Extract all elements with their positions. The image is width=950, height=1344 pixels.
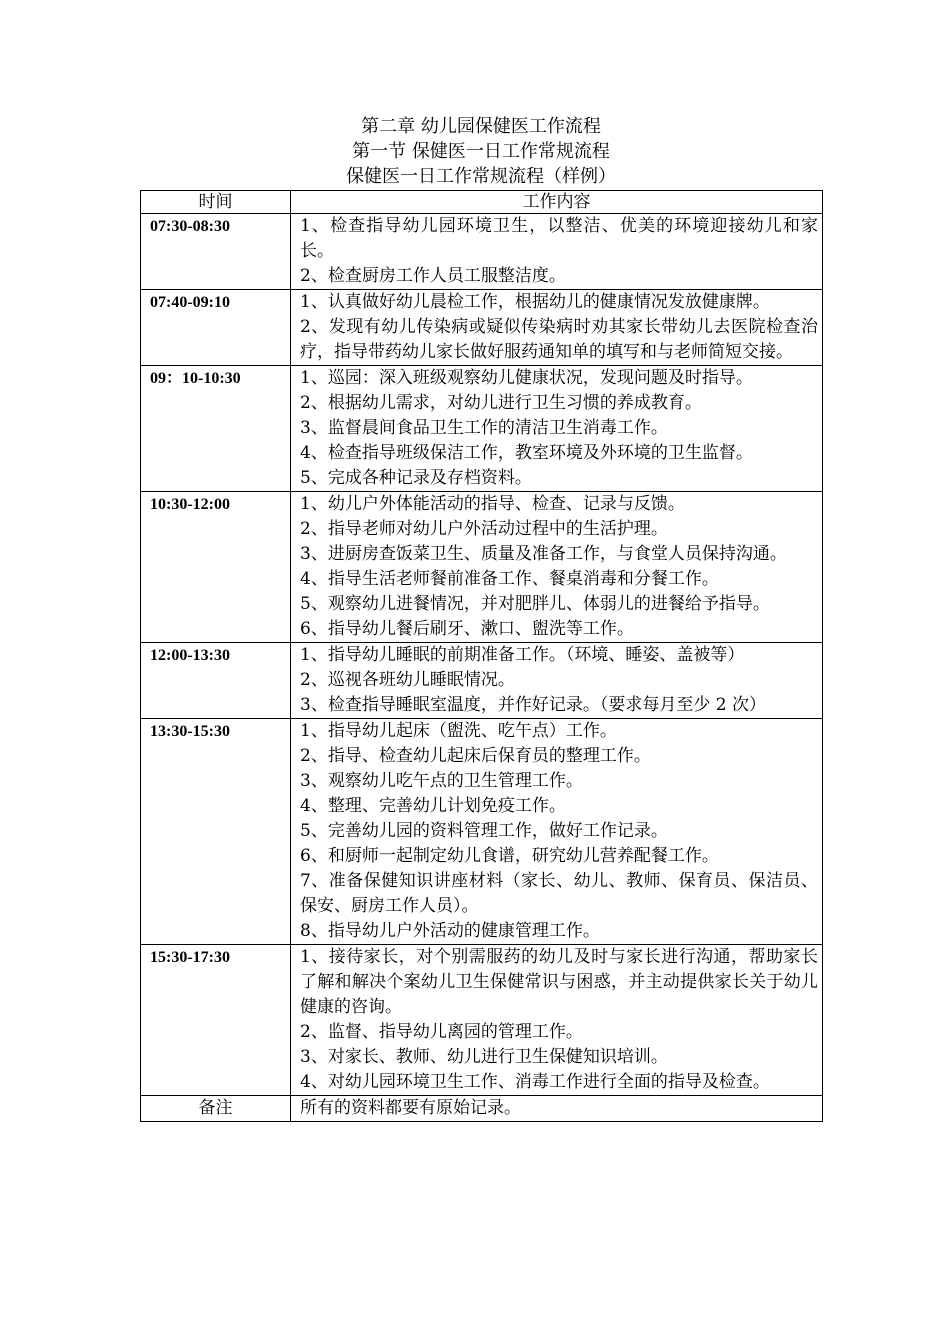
task-item: 3、对家长、教师、幼儿进行卫生保健知识培训。 — [300, 1047, 668, 1067]
task-item: 5、观察幼儿进餐情况，并对肥胖儿、体弱儿的进餐给予指导。 — [300, 594, 770, 614]
task-item: 3、检查指导睡眠室温度，并作好记录。（要求每月至少 2 次） — [300, 695, 766, 715]
table-row — [141, 945, 823, 1096]
task-item: 1、巡园：深入班级观察幼儿健康状况，发现问题及时指导。 — [300, 368, 753, 388]
section-title: 第一节 保健医一日工作常规流程 — [352, 141, 610, 162]
time-cell: 15:30-17:30 — [141, 945, 291, 1096]
task-item: 1、指导幼儿起床（盥洗、吃午点）工作。 — [300, 721, 617, 741]
content-cell — [291, 492, 823, 643]
task-item: 1、幼儿户外体能活动的指导、检查、记录与反馈。 — [300, 494, 685, 514]
table-row — [141, 366, 823, 492]
note-text: 所有的资料都要有原始记录。 — [291, 1096, 823, 1122]
time-cell: 09：10-10:30 — [141, 366, 291, 492]
task-item: 4、对幼儿园环境卫生工作、消毒工作进行全面的指导及检查。 — [300, 1072, 770, 1092]
task-item: 4、整理、完善幼儿计划免疫工作。 — [300, 796, 566, 816]
table-row — [141, 643, 823, 719]
table-title: 保健医一日工作常规流程（样例） — [346, 166, 616, 187]
task-item: 1、指导幼儿睡眠的前期准备工作。（环境、睡姿、盖被等） — [300, 645, 745, 665]
content-cell — [291, 214, 823, 290]
schedule-table — [140, 190, 823, 1122]
task-item: 7、准备保健知识讲座材料（家长、幼儿、教师、保育员、保洁员、保安、厨房工作人员）。 — [300, 871, 818, 916]
task-item: 3、监督晨间食品卫生工作的清洁卫生消毒工作。 — [300, 418, 668, 438]
content-cell — [291, 719, 823, 945]
note-row — [141, 1096, 823, 1122]
time-cell: 13:30-15:30 — [141, 719, 291, 945]
task-item: 2、发现有幼儿传染病或疑似传染病时劝其家长带幼儿去医院检查治疗，指导带药幼儿家长做好服药通知单的填写和与老师简短交接。 — [300, 317, 818, 362]
content-cell — [291, 366, 823, 492]
task-item: 8、指导幼儿户外活动的健康管理工作。 — [300, 921, 600, 941]
task-item: 3、进厨房查饭菜卫生、质量及准备工作，与食堂人员保持沟通。 — [300, 544, 787, 564]
content-cell — [291, 945, 823, 1096]
task-item: 2、检查厨房工作人员工服整洁度。 — [300, 266, 566, 286]
title-block — [140, 114, 822, 189]
table-row — [141, 719, 823, 945]
time-cell: 07:40-09:10 — [141, 290, 291, 366]
task-item: 5、完成各种记录及存档资料。 — [300, 468, 532, 488]
task-item: 1、检查指导幼儿园环境卫生，以整洁、优美的环境迎接幼儿和家长。 — [300, 216, 818, 261]
task-item: 6、和厨师一起制定幼儿食谱，研究幼儿营养配餐工作。 — [300, 846, 719, 866]
table-header-row — [141, 191, 823, 214]
task-item: 2、根据幼儿需求，对幼儿进行卫生习惯的养成教育。 — [300, 393, 702, 413]
task-item: 3、观察幼儿吃午点的卫生管理工作。 — [300, 771, 583, 791]
task-item: 4、检查指导班级保洁工作，教室环境及外环境的卫生监督。 — [300, 443, 753, 463]
task-item: 1、认真做好幼儿晨检工作，根据幼儿的健康情况发放健康牌。 — [300, 292, 770, 312]
table-row — [141, 214, 823, 290]
task-item: 4、指导生活老师餐前准备工作、餐桌消毒和分餐工作。 — [300, 569, 719, 589]
time-cell: 10:30-12:00 — [141, 492, 291, 643]
task-item: 2、巡视各班幼儿睡眠情况。 — [300, 670, 515, 690]
chapter-title: 第二章 幼儿园保健医工作流程 — [361, 116, 601, 137]
task-item: 2、指导老师对幼儿户外活动过程中的生活护理。 — [300, 519, 668, 539]
task-item: 2、监督、指导幼儿离园的管理工作。 — [300, 1022, 583, 1042]
task-item: 1、接待家长，对个别需服药的幼儿及时与家长进行沟通，帮助家长了解和解决个案幼儿卫生保健常识与困惑，并主动提供家长关于幼儿健康的咨询。 — [300, 947, 818, 1017]
note-label: 备注 — [141, 1096, 291, 1122]
table-row — [141, 290, 823, 366]
header-time: 时间 — [141, 191, 291, 214]
time-cell: 12:00-13:30 — [141, 643, 291, 719]
header-content: 工作内容 — [291, 191, 823, 214]
task-item: 5、完善幼儿园的资料管理工作，做好工作记录。 — [300, 821, 668, 841]
table-row — [141, 492, 823, 643]
time-cell: 07:30-08:30 — [141, 214, 291, 290]
content-cell — [291, 643, 823, 719]
task-item: 6、指导幼儿餐后刷牙、漱口、盥洗等工作。 — [300, 619, 634, 639]
content-cell — [291, 290, 823, 366]
task-item: 2、指导、检查幼儿起床后保育员的整理工作。 — [300, 746, 651, 766]
